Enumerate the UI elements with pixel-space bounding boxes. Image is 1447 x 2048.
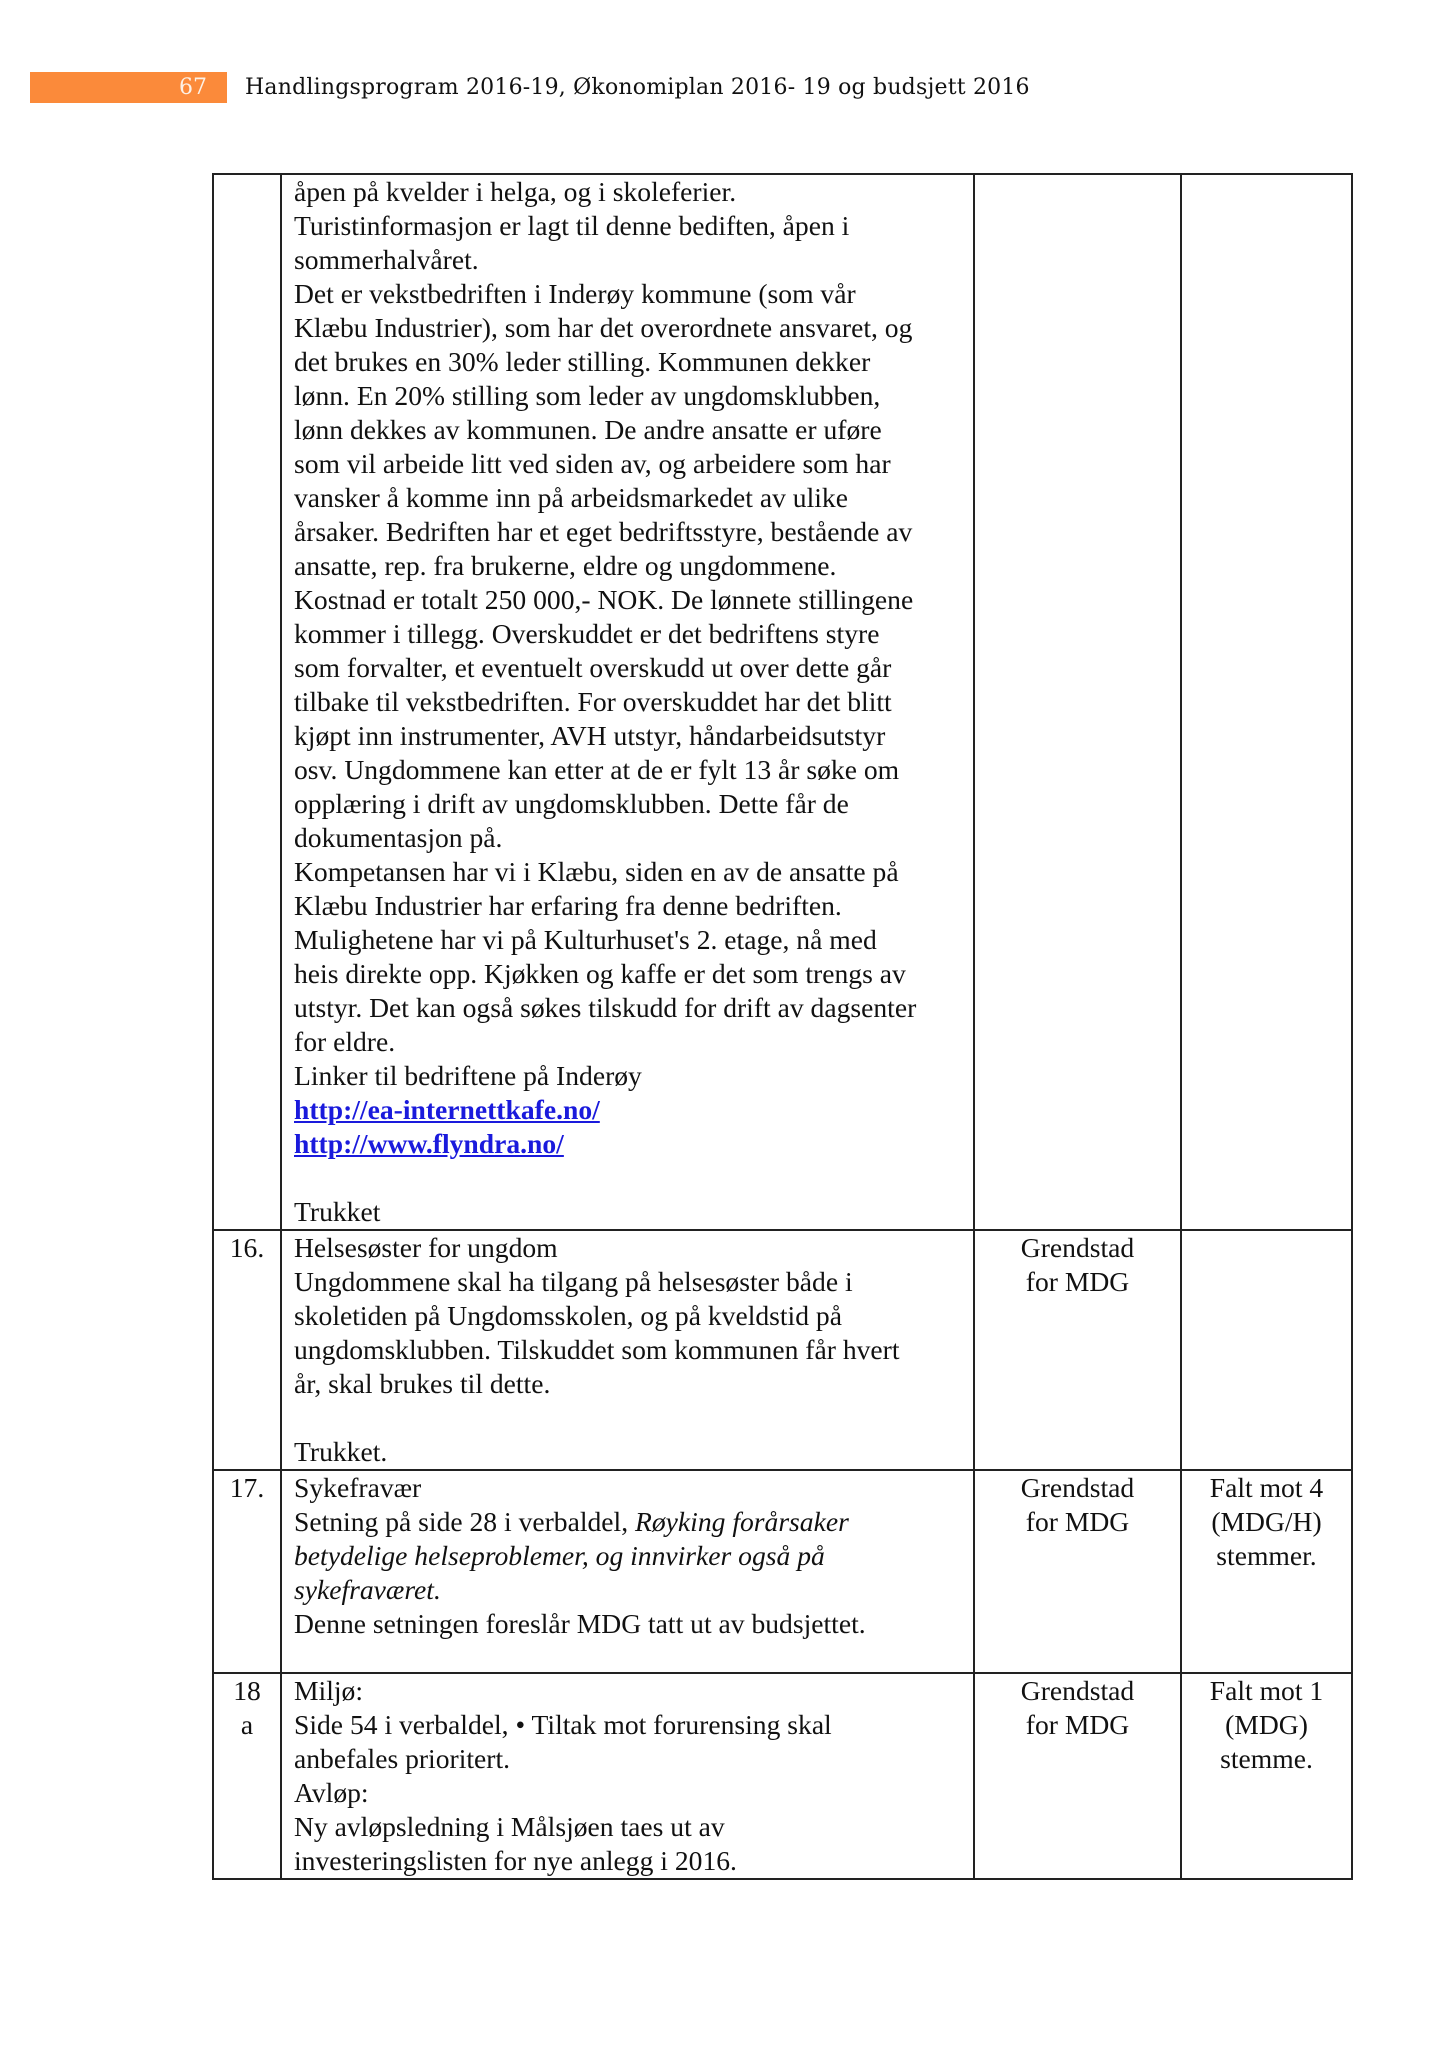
proposed-by-cell [974,1470,1181,1673]
page-number-bar [30,72,227,103]
status-text: Trukket. [294,1436,388,1467]
text-line: dokumentasjon på. [294,822,503,853]
row-number: 16. [229,1232,265,1263]
text-line: lønn dekkes av kommunen. De andre ansatte er uføre [294,414,882,445]
text-line: årsaker. Bedriften har et eget bedriftsstyre, bestående av [294,516,913,547]
proposed-by-cell [974,1230,1181,1470]
text-line: heis direkte opp. Kjøkken og kaffe er det som trengs av [294,958,906,989]
quoted-sentence: betydelige helseproblemer, og innvirker også på [294,1540,825,1571]
row-number-suffix: a [240,1709,254,1740]
proposed-by-cell [974,174,1181,1230]
text-line: osv. Ungdommene kan etter at de er fylt 13 år søke om [294,754,900,785]
row-number: 17. [229,1472,265,1503]
text-line: ansatte, rep. fra brukerne, eldre og ungdommene. [294,550,837,581]
proposer-name: Grendstad [1020,1232,1135,1263]
text-line: kjøpt inn instrumenter, AVH utstyr, håndarbeidsutstyr [294,720,886,751]
status-text: Trukket [294,1196,381,1227]
motion-text-cell [281,174,974,1230]
text-line: Side 54 i verbaldel, • Tiltak mot forurensing skal [294,1709,832,1740]
text-line: Kompetansen har vi i Klæbu, siden en av de ansatte på [294,856,899,887]
text-line: ungdomsklubben. Tilskuddet som kommunen får hvert [294,1334,900,1365]
text-line: tilbake til vekstbedriften. For overskuddet har det blitt [294,686,892,717]
text-line: Linker til bedriftene på Inderøy [294,1060,642,1091]
result-text: stemmer. [1216,1540,1317,1571]
result-text: Falt mot 1 [1209,1675,1324,1706]
text-line: som forvalter, et eventuelt overskudd ut over dette går [294,652,892,683]
proposer-name: Grendstad [1020,1675,1135,1706]
text-line: det brukes en 30% leder stilling. Kommunen dekker [294,346,871,377]
row-number-cell [213,174,281,1230]
result-cell [1181,174,1352,1230]
result-text: stemme. [1220,1743,1313,1774]
result-cell [1181,1470,1352,1673]
text-line: for eldre. [294,1026,396,1057]
motions-table [212,173,1353,1880]
motion-text-cell [281,1673,974,1879]
text-line: Avløp: [294,1777,369,1808]
text-line: Klæbu Industrier har erfaring fra denne bedriften. [294,890,842,921]
text-line: Turistinformasjon er lagt til denne bediften, åpen i [294,210,850,241]
proposer-party: for MDG [1025,1709,1130,1740]
row-number: 18 [233,1675,261,1706]
table-row-17 [213,1470,1352,1673]
intro-text: Setning på side 28 i verbaldel, [294,1506,636,1537]
motion-title: Miljø: [294,1675,363,1706]
result-text: (MDG/H) [1211,1506,1322,1537]
table-row-continued [213,174,1352,1230]
table-row-18a [213,1673,1352,1879]
table-row-16 [213,1230,1352,1470]
blank-line [294,1401,963,1435]
text-line: skoletiden på Ungdomsskolen, og på kveldstid på [294,1300,842,1331]
text-line: investeringslisten for nye anlegg i 2016. [294,1845,737,1876]
text-line: lønn. En 20% stilling som leder av ungdomsklubben, [294,380,881,411]
text-line: vansker å komme inn på arbeidsmarkedet av ulike [294,482,848,513]
quoted-sentence: sykefraværet. [294,1574,441,1605]
motion-title: Helsesøster for ungdom [294,1232,558,1263]
result-text: Falt mot 4 [1209,1472,1324,1503]
row-number-cell [213,1673,281,1879]
page-number: 67 [179,75,207,100]
text-line [294,1505,963,1539]
link-flyndra[interactable]: http://www.flyndra.no/ [294,1128,564,1159]
text-line: Klæbu Industrier), som har det overordnete ansvaret, og [294,312,913,343]
text-line: Denne setningen foreslår MDG tatt ut av budsjettet. [294,1608,866,1639]
blank-line [294,1161,963,1195]
text-line: Ny avløpsledning i Målsjøen taes ut av [294,1811,725,1842]
link-ea-internettkafe[interactable]: http://ea-internettkafe.no/ [294,1094,600,1125]
result-text: (MDG) [1225,1709,1308,1740]
text-line: Kostnad er totalt 250 000,- NOK. De lønnete stillingene [294,584,914,615]
motion-text-cell [281,1470,974,1673]
text-line: Det er vekstbedriften i Inderøy kommune (som vår [294,278,856,309]
text-line: utstyr. Det kan også søkes tilskudd for drift av dagsenter [294,992,917,1023]
proposer-name: Grendstad [1020,1472,1135,1503]
quoted-sentence: Røyking forårsaker [635,1506,849,1537]
text-line: kommer i tillegg. Overskuddet er det bedriftens styre [294,618,880,649]
motion-text-cell [281,1230,974,1470]
text-line: som vil arbeide litt ved siden av, og arbeidere som har [294,448,891,479]
text-line: Ungdommene skal ha tilgang på helsesøster både i [294,1266,853,1297]
proposer-party: for MDG [1025,1266,1130,1297]
text-line: åpen på kvelder i helga, og i skoleferier. [294,176,737,207]
row-number-cell [213,1230,281,1470]
result-cell [1181,1673,1352,1879]
page-header [30,72,1230,103]
row-number-cell [213,1470,281,1673]
motion-title: Sykefravær [294,1472,422,1503]
text-line: sommerhalvåret. [294,244,479,275]
text-line: opplæring i drift av ungdomsklubben. Dette får de [294,788,849,819]
text-line: anbefales prioritert. [294,1743,511,1774]
document-title: Handlingsprogram 2016-19, Økonomiplan 2016- 19 og budsjett 2016 [245,75,1030,100]
text-line: år, skal brukes til dette. [294,1368,551,1399]
result-cell [1181,1230,1352,1470]
proposed-by-cell [974,1673,1181,1879]
text-line: Mulighetene har vi på Kulturhuset's 2. etage, nå med [294,924,877,955]
proposer-party: for MDG [1025,1506,1130,1537]
